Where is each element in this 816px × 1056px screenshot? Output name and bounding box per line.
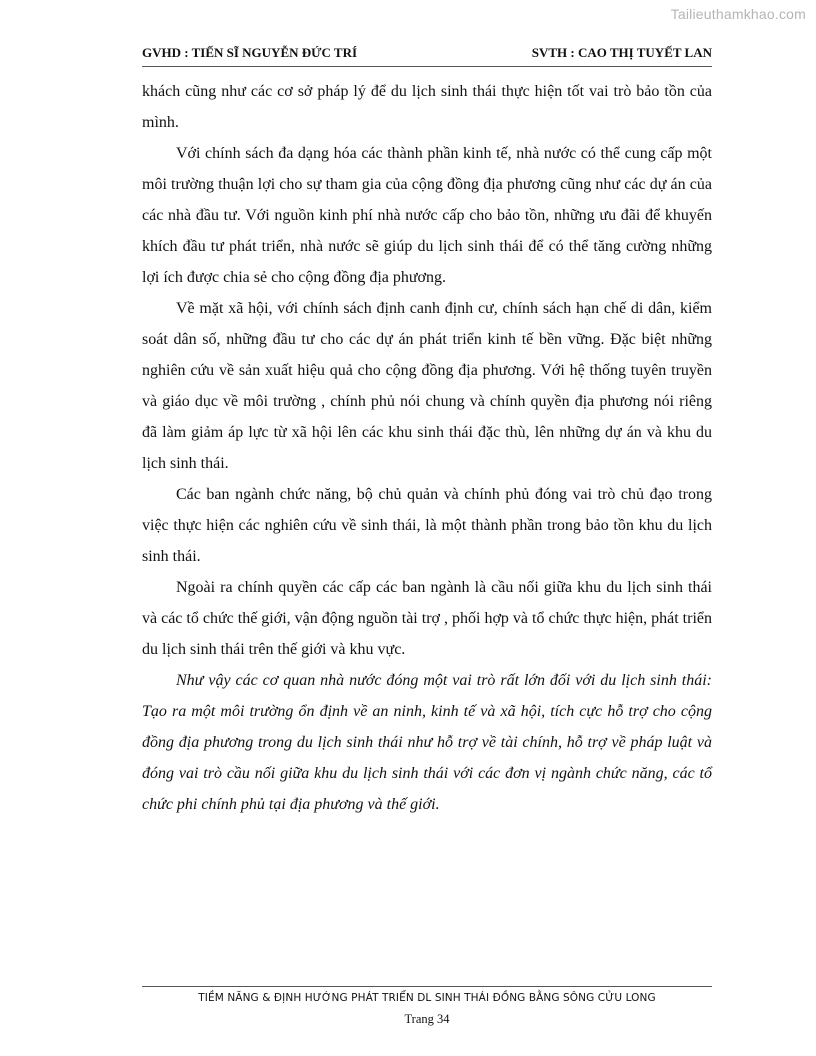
header-divider	[142, 66, 712, 67]
paragraph-government-bridge: Ngoài ra chính quyền các cấp các ban ngành là cầu nối giữa khu du lịch sinh thái và các tổ chức thế giới, vận động nguồn tài trợ , phối hợp và tổ chức thực hiện, phát triển du lịch sinh thái trên thế giới và khu vực.	[142, 579, 712, 658]
page-header	[142, 45, 712, 65]
paragraph-economic-policy: Với chính sách đa dạng hóa các thành phần kinh tế, nhà nước có thể cung cấp một môi trường thuận lợi cho sự tham gia của cộng đồng địa phương cũng như các dự án của các nhà đầu tư. Với nguồn kinh phí nhà nước cấp cho bảo tồn, những ưu đãi để khuyến khích đầu tư phát triển, nhà nước sẽ giúp du lịch sinh thái để có thể tăng cường những lợi ích được chia sẻ cho cộng đồng địa phương.	[142, 145, 712, 286]
footer-divider	[142, 986, 712, 987]
document-body	[142, 76, 712, 820]
page-number: Trang 34	[404, 1012, 450, 1026]
paragraph-social-aspect: Về mặt xã hội, với chính sách định canh định cư, chính sách hạn chế di dân, kiểm soát dân số, những đầu tư cho các dự án phát triển kinh tế bền vững. Đặc biệt những nghiên cứu về sản xuất hiệu quả cho cộng đồng địa phương. Với hệ thống tuyên truyền và giáo dục về môi trường , chính phủ nói chung và chính quyền địa phương nói riêng đã làm giảm áp lực từ xã hội lên các khu sinh thái đặc thù, lên những dự án và khu du lịch sinh thái.	[142, 300, 712, 472]
paragraph-continuation: khách cũng như các cơ sở pháp lý để du lịch sinh thái thực hiện tốt vai trò bảo tồn của mình.	[142, 83, 712, 131]
watermark: Tailieuthamkhao.com	[670, 6, 806, 22]
paragraph-agencies-role: Các ban ngành chức năng, bộ chủ quản và chính phủ đóng vai trò chủ đạo trong việc thực hiện các nghiên cứu về sinh thái, là một thành phần trong bảo tồn khu du lịch sinh thái.	[142, 486, 712, 565]
footer-title: TIỀM NĂNG & ĐỊNH HƯỚNG PHÁT TRIỂN DL SINH THÁI ĐỒNG BẰNG SÔNG CỬU LONG	[198, 992, 656, 1004]
paragraph-conclusion: Như vậy các cơ quan nhà nước đóng một vai trò rất lớn đối với du lịch sinh thái: Tạo ra một môi trường ổn định về an ninh, kinh tế và xã hội, tích cực hỗ trợ cho cộng đồng địa phương trong du lịch sinh thái như hỗ trợ về tài chính, hỗ trợ về pháp luật và đóng vai trò cầu nối giữa khu du lịch sinh thái với các đơn vị ngành chức năng, các tổ chức phi chính phủ tại địa phương và thế giới.	[142, 672, 712, 813]
header-student: SVTH : CAO THỊ TUYẾT LAN	[531, 45, 712, 60]
header-advisor: GVHD : TIẾN SĨ NGUYỄN ĐỨC TRÍ	[142, 45, 358, 60]
